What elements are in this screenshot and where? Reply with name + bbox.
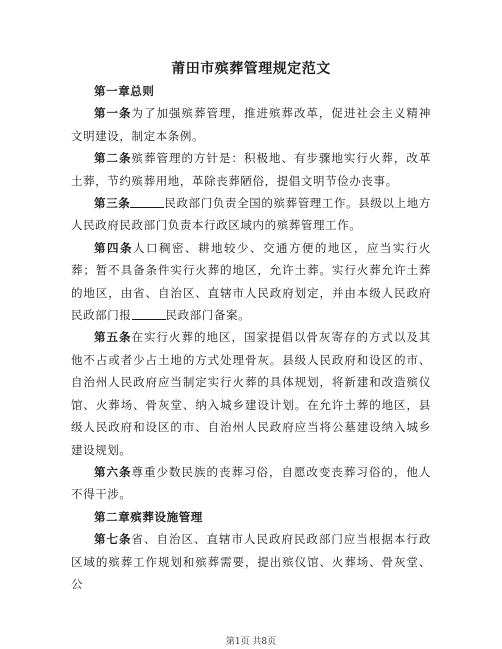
chapter-heading-2: 第二章殡葬设施管理 <box>94 509 203 524</box>
article-number: 第六条 <box>94 464 132 479</box>
article-text-continued: 民政部门备案。 <box>165 308 251 323</box>
document-body <box>71 80 431 595</box>
document-title: 莆田市殡葬管理规定范文 <box>171 61 331 77</box>
article-4 <box>71 237 431 327</box>
article-number: 第四条 <box>94 240 133 255</box>
article-number: 第一条 <box>94 106 132 121</box>
page-footer: 第1页 共8页 <box>225 637 277 647</box>
article-6 <box>71 461 431 506</box>
article-text: 为了加强殡葬管理，推进殡葬改革，促进社会主义精神文明建设，制定本条例。 <box>71 106 431 143</box>
article-number: 第三条 <box>94 196 131 211</box>
article-number: 第七条 <box>94 532 132 547</box>
article-5 <box>71 326 431 460</box>
chapter-heading-1: 第一章总则 <box>94 84 155 98</box>
article-3 <box>71 192 431 237</box>
article-text: 省、自治区、直辖市人民政府民政部门应当根据本行政区域的殡葬工作规划和殡葬需要，提出殡仪馆、火葬场、骨灰堂、公 <box>71 532 431 591</box>
article-2 <box>71 147 431 192</box>
article-number: 第五条 <box>94 330 132 345</box>
article-text: 尊重少数民族的丧葬习俗，自愿改变丧葬习俗的，他人不得干涉。 <box>71 464 431 502</box>
article-7 <box>71 528 431 595</box>
article-1 <box>71 102 431 147</box>
article-text: 人口稠密、耕地较少、交通方便的地区，应当实行火葬；暂不具备条件实行火葬的地区，允许土葬。实行火葬允许土葬的地区，由省、自治区、直辖市人民政府划定，并由本级人民政府民政部门报 <box>71 240 431 323</box>
article-text: 在实行火葬的地区，国家提倡以骨灰寄存的方式以及其他不占或者少占土地的方式处理骨灰。县级人民政府和设区的市、自治州人民政府应当制定实行火葬的具体规划，将新建和改造殡仪馆、火葬场、骨灰堂、纳入城乡建设计划。在允许土葬的地区，县级人民政府和设区的市、自治州人民政府应当将公墓建设纳入城乡建设规划。 <box>71 330 431 457</box>
article-text: 殡葬管理的方针是：积极地、有步骤地实行火葬，改革土葬，节约殡葬用地，革除丧葬陋俗，提倡文明节俭办丧事。 <box>71 151 431 188</box>
fill-blank <box>132 307 166 320</box>
article-text: 民政部门负责全国的殡葬管理工作。县级以上地方人民政府民政部门负责本行政区域内的殡葬管理工作。 <box>71 196 431 233</box>
fill-blank <box>130 195 164 208</box>
article-number: 第二条 <box>94 151 132 166</box>
